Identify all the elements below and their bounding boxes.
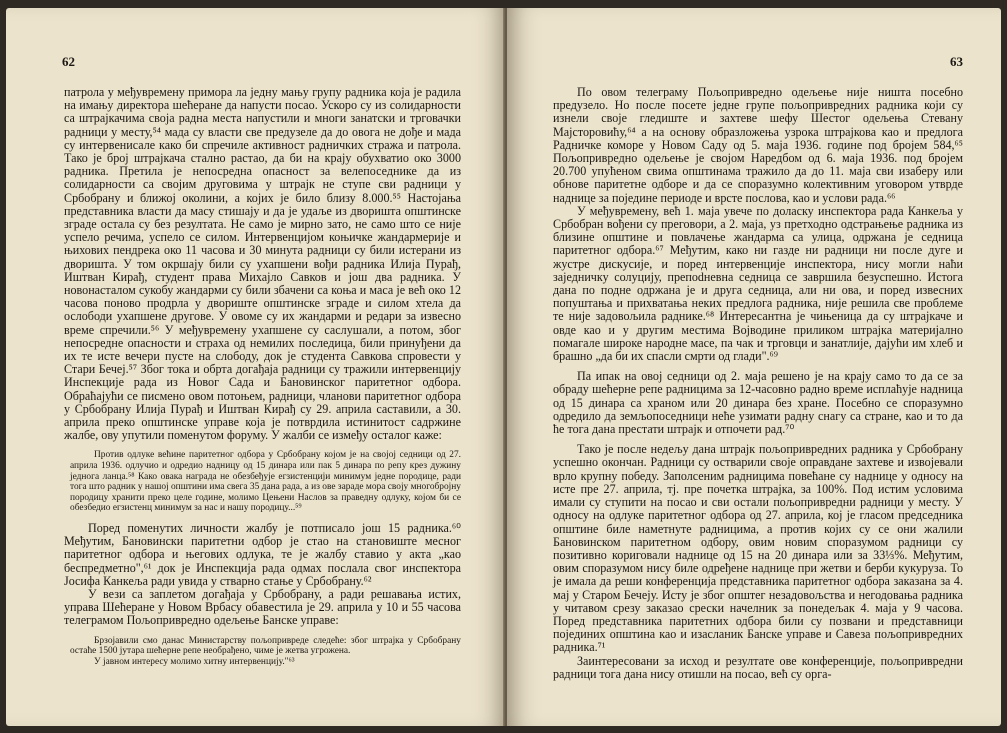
- paragraph: У вези са заплетом догађаја у Србобрану, а ради решавања истих, управа Шећеране у Новом Врбасу обавестила је 29. априла у 10 и 55 часова телеграмом Пољопривредно одељење Банске управе:: [64, 587, 461, 628]
- paragraph: Па ипак на овој седници од 2. маја решено је на крају само то да се за обраду шећерне репе радницима за 12-часовно радно време исплаћује надница од 15 динара са храном или 20 динара без хране. Посебно се споразумно одредило да земљопоседници неће узимати радну снагу са стране, као и то да ће тога дана престати штрајк и отпочети рад.⁷⁰: [553, 369, 963, 437]
- paragraph: По овом телеграму Пољопривредно одељење није ништа посебно предузело. Но после посете једне групе пољопривредних радника који су изнели своје гледиште и захтеве шефу Шестог одељења Стевану Мајсторовићу,⁶⁴ а на основу образложења узрока штрајкова као и предлога Радничке коморе у Новом Саду од 5. маја 1936. године под бројем 584,⁶⁵ Пољопривредно одељење је својом Наредбом од 6. маја 1936. под бројем 20.700 упућеном свима општинама тражило да до 11. маја сви изаберу или обнове паритетне одборе и да се споразумно колективним уговором утврде наднице за поједине периоде и врсте послова, као и услови рада.⁶⁶: [553, 85, 963, 205]
- block-quote: Против одлуке већине паритетног одбора у Србобрану којом је на својој седници од 27. априла 1936. одлучио и одредио надницу од 15 динара или пак 5 динара по репу крез дужину једнога ланца.⁵⁸ Како овака награда не обезбеђује егзистенцији минимум једне породице, ради тога што радник у нашој општини има свега 35 дана рада, а из ове зараде мора своју многобројну породицу хранити преко целе године, молимо Цењени Наслов за праведну одлуку, којом би се обезбедио егзистенц минимум за нас и нашу породицу...⁵⁹: [70, 450, 461, 514]
- left-page: [6, 8, 506, 726]
- block-quote: Брзојавили смо данас Министарству пољопривреде следеће: због штрајка у Србобрану остаће 1500 јутара шећерне репе необрађено, чиме је жетва угрожена.: [70, 635, 461, 657]
- page-number: 63: [950, 54, 963, 69]
- page-number: 62: [62, 54, 75, 69]
- page-text: [553, 86, 963, 681]
- paragraph: Заинтересовани за исход и резултате ове конференције, пољопривредни радници тога дана нису отишли на посао, већ су орга-: [553, 653, 963, 681]
- paragraph: Поред поменутих личности жалбу је потписало још 15 радника.⁶⁰ Међутим, Бановински паритетни одбор је стао на становиште месног паритетног одбора и његових одлука, те је жалбу ставио у акта „као беспредметно",⁶¹ док је Инспекција рада одмах послала свог инспектора Јосифа Канкеља ради увида у стварно стање у Србобрану.⁶²: [64, 521, 461, 588]
- right-page: [507, 8, 1001, 726]
- block-quote: У јавном интересу молимо хитну интервенцију."⁶³: [94, 656, 295, 667]
- paragraph: патрола у међувремену примора ла једну мању групу радника која је радила на имању директора шећеране да напусти посао. Ускоро су из солидарности са штрајкачима своја радна места напустили и многи занатски и трговачки радници у месту,⁵⁴ мада су власти све предузеле да до овога не дође и мада су интервенисале како би спречиле активност радничких стража и патрола. Тако је број штрајкача стално растао, да би на крају обухватио око 3000 радника. Претила је непосредна опасност за велепоседнике да из солидарности са својим друговима у штрајк не ступе сви радници у Србобрану и ближој околини, а којих је било близу 8.000.⁵⁵ Настојања представника власти да масу стишају и да је удаље из дворишта општинске зграде остала су без резултата. Не само је мирно зато, не само што се није успело речима, успело се силом. Интервенцијом коњичке жандармерије и њихових пендрека око 11 часова и 30 минута радници су били истерани из дворишта. У том окршају били су ухапшени вођи радника Илија Пурађ, Иштван Кирађ, студент права Михајло Савков и још два радника. У новонасталом сукобу жандарми су били збачени са коња и маса је већ око 12 часова поново продрла у двориште општинске зграде и силом хтела да ослободи ухапшене другове. У овоме су их жандарми и редари за извесно време спречили.⁵⁶ У међувремену ухапшене су саслушали, а потом, због непосредне опасности и страха од немилих последица, били принуђени да их те исте вечери пусте на слободу, док је студента Савкова спровести у Стари Бечеј.⁵⁷ Због тока и обрта догађаја радници су тражили интервенцију Инспекције рада из Новог Сада и Бановинског паритетног одбора. Обраћајући се писмено овом потоњем, радници, чланови паритетног одбора у Србобрану Илија Пурађ и Иштван Кирађ су 29. априла саставили, а 30. априла преко општинске управе која је потврдила истинитост садржине жалбе, ову упутили поменутом форуму. У жалби се између осталог каже:: [64, 85, 461, 443]
- paragraph: Тако је после недељу дана штрајк пољопривредних радника у Србобрану успешно окончан. Радници су остварили своје оправдане захтеве и извојевали врло крупну победу. Заполсеним радницима повећане су наднице у односу на исте пре 27. априла, тј. пре почетка штрајка, за 100%. Под истим условима имали су ступити на посао и сви остали пољопривредни радници у месту. У односу на одлуке паритетног одбора од 27. априла, кој је гласом председника општине биле наметнуте радницима, а против којих су се они жалили Бановинском паритетном одбору, овим новим споразумом радници су позитивно кориговали наднице од 15 на 20 динара или за 33⅓%. Међутим, овим споразумом нису биле одређене наднице при жетви и берби кукуруза. То је имала да реши конференција представника паритетног одбора заказана за 4. мај у Старом Бечеју. Исту је због општег незадовољства и негодовања радника у читавом срезу заказао срески начелник за понедељак 4. маја у 9 часова. Поред представника паритетних одбора били су позвани и представници појединих општина као и изасланик Банске управе и Савеза пољопривредних радника.⁷¹: [553, 442, 963, 655]
- paragraph: У међувремену, већ 1. маја увече по доласку инспектора рада Канкеља у Србобран вођени су преговори, а 2. маја, уз претходно одстрањење радника из близине општине и повлачење жандарма са улица, одржана је седница паритетног одбора.⁶⁷ Међутим, како ни газде ни радници ни после дуге и жустре дискусије, и поред интервенције инспектора, нису могли наћи заједничку солуцију, препodневна седница се завршила безуспешно. Истога дана по подне одржана је и друга седница, али ни ова, и поред извесних попуштања и прихватања неких предлога радника, није решила све проблеме те није задовољила раднике.⁶⁸ Интересантна је чињеница да су штрајкаче и овде као и у другим местима Војводине приликом штрајка материјално помагале широке народне масе, па чак и трговци и занатлије, дајући им хлеб и брашно „да би их спасли смрти од глади".⁶⁹: [553, 203, 963, 364]
- page-text: [64, 86, 461, 675]
